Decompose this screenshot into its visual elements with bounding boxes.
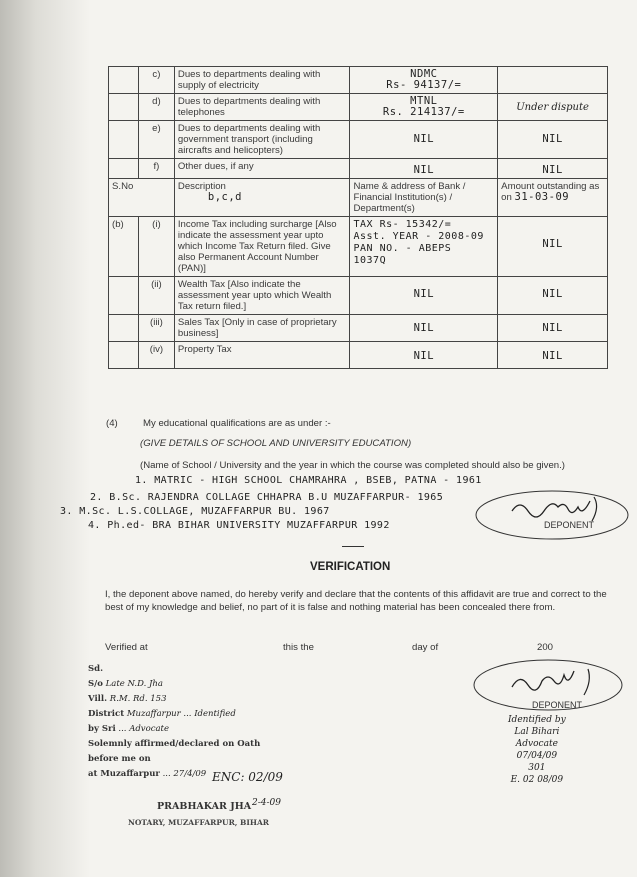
header-amount-date: 31-03-09 — [514, 191, 570, 203]
identified-note: Identified by Lal Bihari Advocate 07/04/09 301 E. 02 08/09 — [508, 715, 566, 785]
education-entry: 1. MATRIC - HIGH SCHOOL CHAMRAHRA , BSEB, PATNA - 1961 — [135, 475, 482, 486]
row-description: Sales Tax [Only in case of proprietary business] — [174, 315, 350, 342]
table-row — [109, 277, 608, 315]
notary-date: 2-4-09 — [252, 798, 281, 808]
row-amount: NIL — [498, 277, 608, 315]
row-number: (i) — [138, 217, 174, 277]
row-description: Dues to departments dealing with supply of electricity — [174, 67, 350, 94]
table-row — [109, 159, 608, 179]
table-header-row — [109, 179, 608, 217]
notary-line: S/o Late N.D. Jha — [88, 679, 163, 689]
education-entry: 3. M.Sc. L.S.COLLAGE, MUZAFFARPUR BU. 1967 — [60, 506, 330, 517]
education-entry: 4. Ph.ed- BRA BIHAR UNIVERSITY MUZAFFARPUR 1992 — [88, 520, 390, 531]
header-description-hand: b,c,d — [207, 191, 242, 203]
row-amount — [498, 67, 608, 94]
row-amount: NIL — [498, 342, 608, 369]
dues-table — [108, 66, 608, 369]
row-number: (iii) — [138, 315, 174, 342]
b-label: (b) — [109, 217, 139, 277]
row-description: Dues to departments dealing with government transport (including aircrafts and helicopters) — [174, 121, 350, 159]
verified-at-label: Verified at — [105, 642, 148, 653]
education-instruction: (GIVE DETAILS OF SCHOOL AND UNIVERSITY EDUCATION) — [140, 438, 412, 449]
notary-title: NOTARY, MUZAFFARPUR, BIHAR — [128, 818, 270, 827]
row-bank: MTNL Rs. 214137/= — [350, 94, 498, 121]
row-bank: NIL — [350, 277, 498, 315]
row-amount: NIL — [498, 217, 608, 277]
table-row — [109, 94, 608, 121]
row-letter: d) — [138, 94, 174, 121]
dash-mark — [342, 546, 364, 547]
notary-line: before me on — [88, 754, 151, 764]
header-amount-label: Amount outstanding as on — [501, 181, 600, 203]
header-bank: Name & address of Bank / Financial Institution(s) / Department(s) — [350, 179, 498, 217]
education-note: (Name of School / University and the year in which the course was completed should also be given.) — [140, 460, 566, 471]
education-heading: My educational qualifications are as under :- — [143, 418, 331, 429]
header-sno: S.No — [109, 179, 175, 217]
row-bank: TAX Rs- 15342/= Asst. YEAR - 2008-09 PAN NO. - ABEPS 1037Q — [350, 217, 498, 277]
row-amount: NIL — [498, 315, 608, 342]
verification-title: VERIFICATION — [310, 561, 391, 573]
row-bank: NIL — [350, 121, 498, 159]
row-amount: NIL — [498, 121, 608, 159]
row-description: Property Tax — [174, 342, 350, 369]
row-bank: NIL — [350, 315, 498, 342]
verification-body: I, the deponent above named, do hereby verify and declare that the contents of this affidavit are true and correct to the best of my knowledge and belief, no part of it is false and nothing material has been concealed there from. — [105, 589, 607, 613]
row-number: (iv) — [138, 342, 174, 369]
row-description: Income Tax including surcharge [Also indicate the assessment year upto which Income Tax Return filed. Give also Permanent Account Number (PAN)] — [174, 217, 350, 277]
notary-line: Solemnly affirmed/declared on Oath — [88, 739, 261, 749]
header-description-label: Description — [177, 181, 226, 192]
notary-line: Vill. R.M. Rd. 153 — [88, 694, 167, 704]
page-shadow — [0, 0, 90, 877]
row-letter: c) — [138, 67, 174, 94]
header-amount — [498, 179, 608, 217]
row-description: Dues to departments dealing with telephones — [174, 94, 350, 121]
signature-stamp-1 — [474, 485, 634, 545]
row-amount: NIL — [498, 159, 608, 179]
notary-line: at Muzaffarpur ... 27/4/09 — [88, 769, 207, 779]
row-bank: NIL — [350, 342, 498, 369]
notary-line: District Muzaffarpur ... Identified — [88, 709, 236, 719]
row-bank: NIL — [350, 159, 498, 179]
row-bank: NDMC Rs- 94137/= — [350, 67, 498, 94]
header-description — [174, 179, 350, 217]
row-letter: e) — [138, 121, 174, 159]
deponent-label-1: DEPONENT — [544, 520, 595, 530]
year-label: 200 — [537, 642, 554, 653]
notary-block — [88, 662, 358, 782]
this-the-label: this the — [283, 642, 314, 653]
row-description: Other dues, if any — [174, 159, 350, 179]
row-number: (ii) — [138, 277, 174, 315]
table-row — [109, 342, 608, 369]
table-row — [109, 67, 608, 94]
notary-name: PRABHAKAR JHA — [157, 801, 252, 812]
notary-line: by Sri ... Advocate — [88, 724, 169, 734]
row-letter: f) — [138, 159, 174, 179]
education-entry: 2. B.Sc. RAJENDRA COLLAGE CHHAPRA B.U MUZAFFARPUR- 1965 — [90, 492, 444, 503]
deponent-label-2: DEPONENT — [532, 700, 583, 710]
education-number: (4) — [106, 418, 118, 429]
table-row — [109, 217, 608, 277]
notary-entry-number: ENC: 02/09 — [212, 770, 283, 784]
row-amount: Under dispute — [498, 94, 608, 121]
table-row — [109, 121, 608, 159]
notary-line: Sd. — [88, 664, 104, 674]
table-row — [109, 315, 608, 342]
row-description: Wealth Tax [Also indicate the assessment year upto which Wealth Tax return filed.] — [174, 277, 350, 315]
day-of-label: day of — [412, 642, 439, 653]
